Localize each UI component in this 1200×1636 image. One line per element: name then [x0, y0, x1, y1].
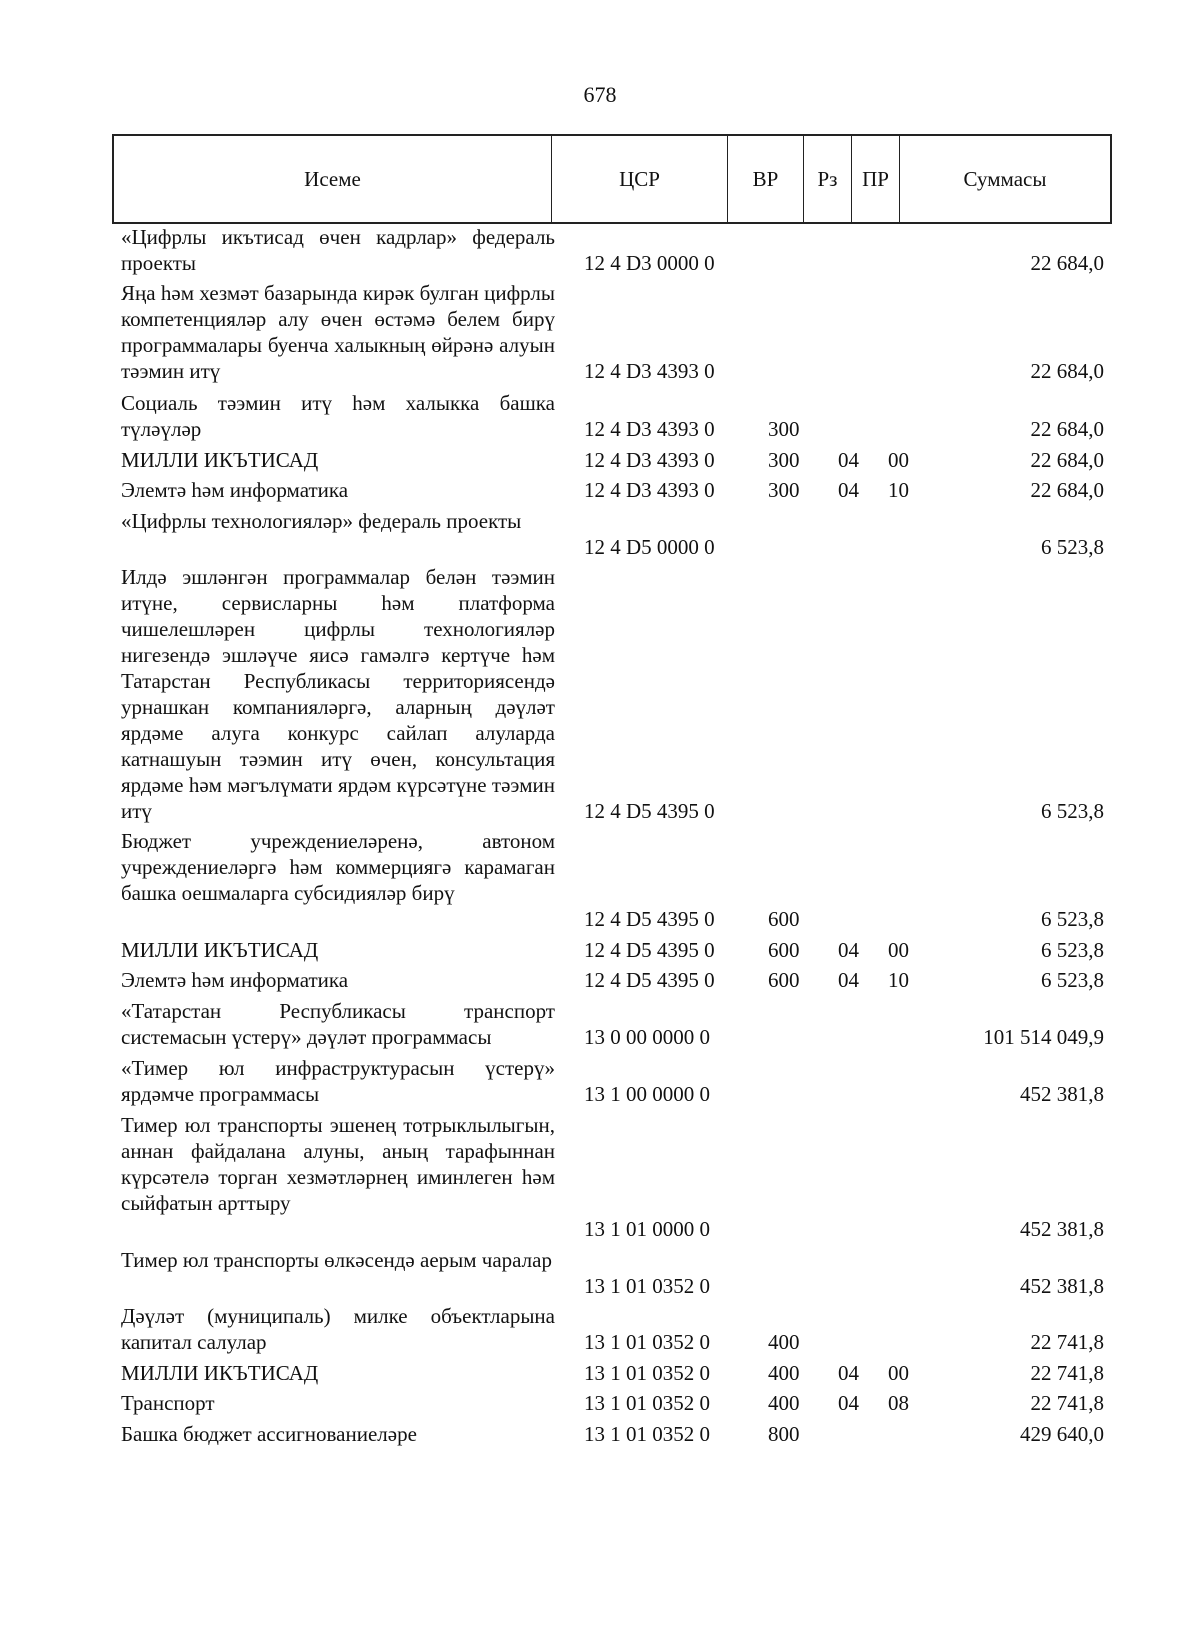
row-sum: 22 684,0 [1030, 417, 1104, 441]
row-pr: 00 [888, 938, 909, 962]
row-csr: 12 4 D3 0000 0 [584, 251, 715, 275]
row-name: Транспорт [121, 1391, 215, 1415]
row-rz: 04 [838, 1391, 859, 1415]
row-name: «Цифрлы икътисад өчен кадрлар» федераль проекты [121, 225, 555, 275]
row-rz: 04 [838, 968, 859, 992]
row-vr: 300 [768, 478, 800, 502]
row-sum: 22 741,8 [1030, 1391, 1104, 1415]
row-vr: 600 [768, 907, 800, 931]
row-csr: 12 4 D3 4393 0 [584, 359, 715, 383]
row-vr: 400 [768, 1361, 800, 1385]
header-rz: Рз [804, 136, 852, 222]
row-name: МИЛЛИ ИКЪТИСАД [121, 938, 319, 962]
row-csr: 13 1 01 0352 0 [584, 1330, 710, 1354]
row-sum: 6 523,8 [1041, 907, 1104, 931]
row-pr: 08 [888, 1391, 909, 1415]
row-name: Илдә эшләнгән программалар белән тәэмин итүне, сервисларны һәм платформа чишелешләрен цифрлы технологияләр нигезендә эшләүче яисә гамәлгә кертүче һәм Татарстан Республикасы территориясендә урнашкан компанияләргә, аларның дәүләт ярдәме алуга конкурс сайлап алуларда катнашуын тәэмин итү өчен, консультация ярдәме һәм мәгълүмати ярдәм күрсәтүне тәэмин итү [121, 565, 555, 823]
row-pr: 10 [888, 478, 909, 502]
row-pr: 00 [888, 1361, 909, 1385]
row-vr: 300 [768, 448, 800, 472]
header-vr: ВР [728, 136, 804, 222]
row-sum: 22 684,0 [1030, 478, 1104, 502]
row-rz: 04 [838, 448, 859, 472]
row-sum: 6 523,8 [1041, 535, 1104, 559]
row-csr: 13 1 00 0000 0 [584, 1082, 710, 1106]
row-name: Бюджет учреждениеләренә, автоном учреждениеләргә һәм коммерциягә карамаган башка оешмаларга субсидияләр бирү [121, 829, 555, 905]
row-name: Дәүләт (муниципаль) милке объектларына капитал салулар [121, 1304, 555, 1354]
row-csr: 13 1 01 0352 0 [584, 1361, 710, 1385]
row-csr: 12 4 D5 4395 0 [584, 799, 715, 823]
row-vr: 400 [768, 1391, 800, 1415]
row-name: Башка бюджет ассигнованиеләре [121, 1422, 417, 1446]
row-sum: 22 741,8 [1030, 1361, 1104, 1385]
row-sum: 452 381,8 [1020, 1217, 1104, 1241]
row-pr: 00 [888, 448, 909, 472]
header-name: Исеме [114, 136, 552, 222]
row-csr: 12 4 D5 4395 0 [584, 968, 715, 992]
row-sum: 6 523,8 [1041, 799, 1104, 823]
row-name: МИЛЛИ ИКЪТИСАД [121, 448, 319, 472]
header-csr: ЦСР [552, 136, 728, 222]
row-csr: 12 4 D3 4393 0 [584, 478, 715, 502]
row-csr: 12 4 D3 4393 0 [584, 448, 715, 472]
row-csr: 13 0 00 0000 0 [584, 1025, 710, 1049]
row-csr: 12 4 D5 4395 0 [584, 938, 715, 962]
row-csr: 13 1 01 0000 0 [584, 1217, 710, 1241]
row-sum: 452 381,8 [1020, 1274, 1104, 1298]
header-pr: ПР [852, 136, 900, 222]
row-sum: 6 523,8 [1041, 968, 1104, 992]
row-name: Элемтә һәм информатика [121, 478, 349, 502]
row-vr: 600 [768, 938, 800, 962]
header-sum: Суммасы [963, 166, 1047, 191]
row-pr: 10 [888, 968, 909, 992]
row-rz: 04 [838, 1361, 859, 1385]
row-csr: 13 1 01 0352 0 [584, 1422, 710, 1446]
row-sum: 429 640,0 [1020, 1422, 1104, 1446]
row-vr: 600 [768, 968, 800, 992]
row-vr: 800 [768, 1422, 800, 1446]
row-vr: 300 [768, 417, 800, 441]
row-rz: 04 [838, 478, 859, 502]
row-name: «Цифрлы технологияләр» федераль проекты [121, 509, 522, 533]
row-csr: 12 4 D5 4395 0 [584, 907, 715, 931]
table-header [112, 134, 1112, 224]
row-name: «Татарстан Республикасы транспорт системасын үстерү» дәүләт программасы [121, 999, 555, 1049]
row-name: «Тимер юл инфраструктурасын үстерү» ярдәмче программасы [121, 1056, 555, 1106]
row-csr: 13 1 01 0352 0 [584, 1274, 710, 1298]
row-name: Тимер юл транспорты өлкәсендә аерым чаралар [121, 1248, 552, 1272]
row-csr: 12 4 D5 0000 0 [584, 535, 715, 559]
row-sum: 101 514 049,9 [983, 1025, 1104, 1049]
row-sum: 22 684,0 [1030, 448, 1104, 472]
row-rz: 04 [838, 938, 859, 962]
page-number: 678 [583, 82, 617, 107]
row-sum: 22 741,8 [1030, 1330, 1104, 1354]
row-name: Элемтә һәм информатика [121, 968, 349, 992]
row-name: МИЛЛИ ИКЪТИСАД [121, 1361, 319, 1385]
row-sum: 6 523,8 [1041, 938, 1104, 962]
row-csr: 13 1 01 0352 0 [584, 1391, 710, 1415]
row-sum: 22 684,0 [1030, 251, 1104, 275]
row-csr: 12 4 D3 4393 0 [584, 417, 715, 441]
row-name: Социаль тәэмин итү һәм халыкка башка түләүләр [121, 391, 555, 441]
row-name: Тимер юл транспорты эшенең тотрыклылыгын, аннан файдалана алуны, аның тарафыннан күрсәтелә торган хезмәтләрнең иминлеген һәм сыйфатын арттыру [121, 1113, 555, 1215]
row-vr: 400 [768, 1330, 800, 1354]
row-sum: 452 381,8 [1020, 1082, 1104, 1106]
row-sum: 22 684,0 [1030, 359, 1104, 383]
row-name: Яңа һәм хезмәт базарында кирәк булган цифрлы компетенцияләр алу өчен өстәмә белем бирү программалары буенча халыкның өйрәнә алуын тәэмин итү [121, 281, 555, 383]
